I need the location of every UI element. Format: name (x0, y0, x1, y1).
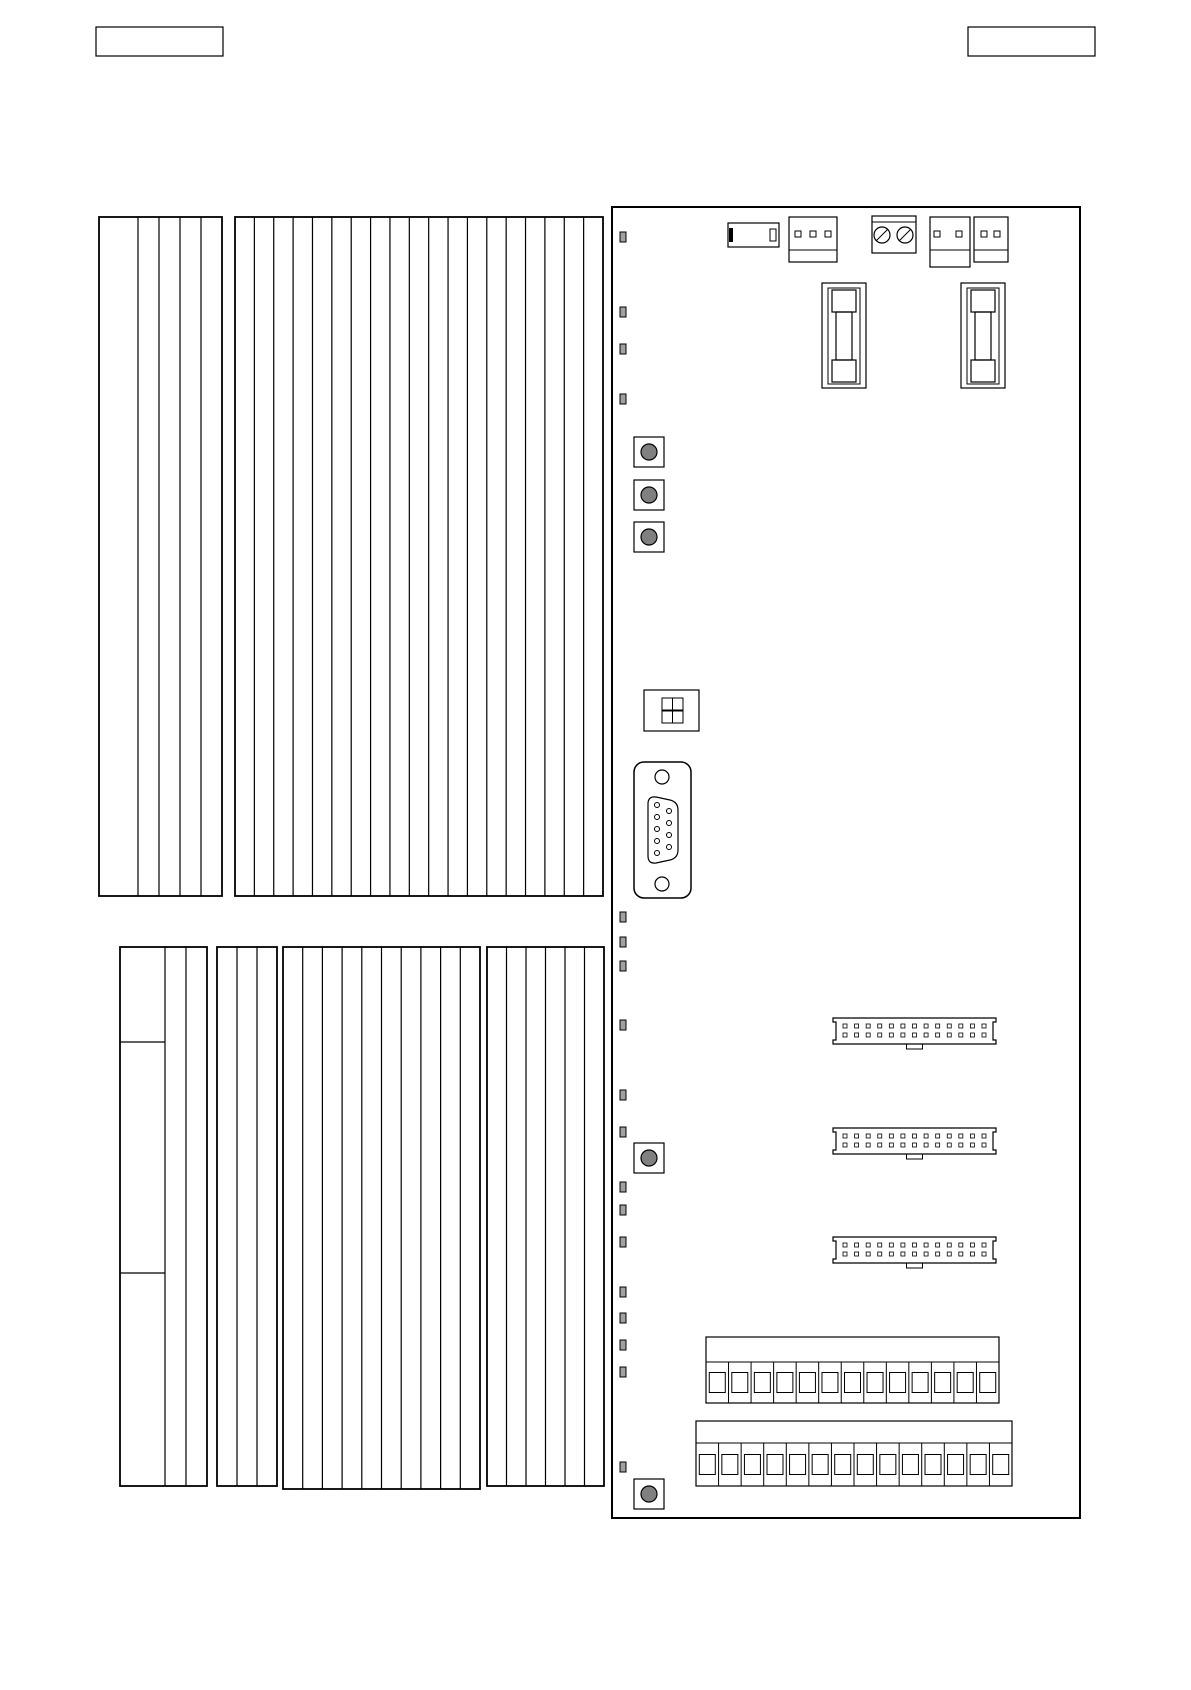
terminal-screw-icon (970, 1455, 986, 1475)
connector-pin-icon (866, 1024, 870, 1028)
connector-pin-icon (982, 1252, 986, 1256)
connector-pin-icon (970, 1024, 974, 1028)
board-outline (612, 207, 1080, 1518)
connector-pin-icon (924, 1024, 928, 1028)
connector-pin-icon (982, 1243, 986, 1247)
led-indicator-icon (620, 1182, 626, 1192)
connector-pin-icon (924, 1252, 928, 1256)
terminal-screw-icon (709, 1373, 725, 1393)
connector-pin-icon (901, 1252, 905, 1256)
connector-key-icon (907, 1263, 923, 1268)
connector-pin-icon (866, 1243, 870, 1247)
connector-pin-icon (878, 1024, 882, 1028)
connector-pin-icon (913, 1252, 917, 1256)
terminal-screw-icon (948, 1455, 964, 1475)
connector-pin-icon (970, 1243, 974, 1247)
header-box-right (968, 27, 1095, 56)
terminal-pin-icon (956, 231, 962, 237)
terminal-block-2pin-b-body (974, 217, 1008, 262)
terminal-screw-icon (732, 1373, 748, 1393)
fuses (822, 283, 1005, 388)
connector-pin-icon (889, 1143, 893, 1147)
button-cap-icon (641, 1486, 657, 1502)
connector-pin-icon (959, 1143, 963, 1147)
button-cap-icon (641, 1150, 657, 1166)
db9-pin-icon (667, 821, 672, 826)
connector-pin-icon (947, 1033, 951, 1037)
connector-pin-icon (843, 1243, 847, 1247)
db9-pin-icon (655, 827, 660, 832)
connector-pin-icon (878, 1143, 882, 1147)
terminal-block-3pin (789, 217, 837, 262)
connector-pin-icon (866, 1143, 870, 1147)
connector-pin-icon (959, 1243, 963, 1247)
db9-mount-hole-icon (655, 770, 669, 784)
top-main-table (235, 217, 603, 896)
terminal-pin-icon (994, 231, 1000, 237)
led-indicator-icon (620, 1020, 626, 1030)
connector-pin-icon (924, 1243, 928, 1247)
fuse-cap-icon (971, 290, 995, 312)
db9-pin-icon (655, 851, 660, 856)
connector-pin-icon (959, 1252, 963, 1256)
fuse-holder (961, 283, 1005, 388)
header-box-left (96, 27, 223, 56)
connector-pin-icon (947, 1024, 951, 1028)
connector-pin-icon (843, 1024, 847, 1028)
connector-pin-icon (901, 1033, 905, 1037)
connector-pin-icon (924, 1134, 928, 1138)
terminal-screw-icon (902, 1455, 918, 1475)
bottom-table-group-1-frame (120, 947, 207, 1486)
connector-pin-icon (913, 1033, 917, 1037)
connector-pin-icon (936, 1243, 940, 1247)
terminal-screw-icon (835, 1455, 851, 1475)
connector-pin-icon (855, 1243, 859, 1247)
bottom-table-group-2 (217, 947, 277, 1486)
led-indicator-icon (620, 232, 626, 242)
terminal-block-3pin-body (789, 217, 837, 262)
fuse-glass-icon (975, 312, 991, 360)
terminal-screw-icon (722, 1455, 738, 1475)
terminal-screw-icon (993, 1455, 1009, 1475)
connector-pin-icon (843, 1143, 847, 1147)
db9-connector (634, 762, 691, 898)
connector-pin-icon (889, 1024, 893, 1028)
connector-pin-icon (855, 1134, 859, 1138)
connector-pin-icon (959, 1033, 963, 1037)
connector-pin-icon (901, 1243, 905, 1247)
ribbon-connector-2 (833, 1128, 996, 1159)
led-indicator-icon (620, 1205, 626, 1215)
fuse-cap-icon (832, 290, 856, 312)
led-indicator-icon (620, 937, 626, 947)
connector-pin-icon (947, 1243, 951, 1247)
terminal-strip-1 (706, 1337, 999, 1403)
top-left-table (99, 217, 222, 896)
terminal-screw-icon (912, 1373, 928, 1393)
connector-pin-icon (947, 1143, 951, 1147)
terminal-screw-icon (799, 1373, 815, 1393)
ribbon-connector-3 (833, 1237, 996, 1268)
bottom-table-group-4 (487, 947, 604, 1486)
connector-key-icon (907, 1044, 923, 1049)
button-cap-icon (641, 444, 657, 460)
db9-pin-icon (667, 845, 672, 850)
connector-pin-icon (913, 1024, 917, 1028)
connector-pin-icon (936, 1024, 940, 1028)
led-indicator-icon (620, 394, 626, 404)
fuse-holder (822, 283, 866, 388)
connector-pin-icon (901, 1134, 905, 1138)
connector-pin-icon (936, 1134, 940, 1138)
led-indicator-icon (620, 1127, 626, 1137)
terminal-screw-icon (812, 1455, 828, 1475)
fuse-cap-icon (971, 360, 995, 382)
terminal-pin-icon (795, 231, 801, 237)
terminal-screw-icon (767, 1455, 783, 1475)
terminal-screw-icon (699, 1455, 715, 1475)
connector-pin-icon (936, 1252, 940, 1256)
db9-pin-icon (655, 803, 660, 808)
led-indicator-icon (620, 1367, 626, 1377)
circuit-board (612, 207, 1080, 1518)
connector-pin-icon (878, 1134, 882, 1138)
fuse-glass-icon (836, 312, 852, 360)
top-main-table-frame (235, 217, 603, 896)
terminal-screw-icon (957, 1373, 973, 1393)
led-indicator-icon (620, 307, 626, 317)
led-indicator-icon (620, 1090, 626, 1100)
terminal-strips (696, 1337, 1012, 1486)
header-boxes (96, 27, 1095, 56)
push-button[interactable] (634, 522, 664, 552)
connector-pin-icon (878, 1243, 882, 1247)
terminal-pin-icon (810, 231, 816, 237)
push-button[interactable] (634, 480, 664, 510)
terminal-block-2pin-b (974, 217, 1008, 262)
fuse (822, 283, 866, 388)
screw-terminals (872, 216, 916, 253)
db9-mount-hole-icon (655, 877, 669, 891)
connector-pin-icon (913, 1134, 917, 1138)
relay-tab-icon (729, 228, 733, 242)
terminal-screw-icon (880, 1455, 896, 1475)
connector-pin-icon (866, 1252, 870, 1256)
terminal-screw-icon (935, 1373, 951, 1393)
terminal-screw-icon (790, 1455, 806, 1475)
terminal-screw-icon (925, 1455, 941, 1475)
button-cap-icon (641, 487, 657, 503)
connector-pin-icon (924, 1033, 928, 1037)
terminal-pin-icon (934, 231, 940, 237)
connector-pin-icon (855, 1252, 859, 1256)
connector-pin-icon (889, 1243, 893, 1247)
bottom-table-group-1 (120, 947, 207, 1486)
connector-pin-icon (913, 1143, 917, 1147)
push-button[interactable] (634, 437, 664, 467)
connector-pin-icon (866, 1134, 870, 1138)
terminal-pin-icon (825, 231, 831, 237)
led-indicator-icon (620, 1313, 626, 1323)
terminal-block-2pin-a-body (930, 217, 970, 267)
connector-pin-icon (924, 1143, 928, 1147)
led-indicator-icon (620, 1462, 626, 1472)
connector-pin-icon (982, 1134, 986, 1138)
top-left-table-frame (99, 217, 222, 896)
connector-pin-icon (970, 1134, 974, 1138)
connector-pin-icon (959, 1134, 963, 1138)
ribbon-connector-1 (833, 1018, 996, 1049)
connector-pin-icon (878, 1033, 882, 1037)
terminal-screw-icon (822, 1373, 838, 1393)
db9-pin-icon (655, 839, 660, 844)
led-indicator-icon (620, 344, 626, 354)
connector-pin-icon (913, 1243, 917, 1247)
connector-pin-icon (982, 1143, 986, 1147)
connector-pin-icon (878, 1252, 882, 1256)
relay-component (728, 223, 779, 247)
terminal-strip-body (706, 1337, 999, 1403)
connector-pin-icon (901, 1143, 905, 1147)
terminal-screw-icon (845, 1373, 861, 1393)
connector-pin-icon (982, 1033, 986, 1037)
led-indicator-icon (620, 1340, 626, 1350)
terminal-block-2pin-a (930, 217, 970, 267)
bottom-table-group-3 (283, 947, 480, 1489)
terminal-screw-icon (744, 1455, 760, 1475)
db9-socket (648, 797, 678, 863)
connector-key-icon (907, 1154, 923, 1159)
led-indicator-icon (620, 1287, 626, 1297)
connector-pin-icon (889, 1134, 893, 1138)
connector-pin-icon (855, 1024, 859, 1028)
terminal-screw-icon (777, 1373, 793, 1393)
terminal-strip-2 (696, 1421, 1012, 1486)
db9-pins (655, 803, 672, 856)
led-indicator-icon (620, 961, 626, 971)
connector-pin-icon (855, 1033, 859, 1037)
fuse-cap-icon (832, 360, 856, 382)
terminal-pin-icon (981, 231, 987, 237)
led-indicator-icon (620, 912, 626, 922)
db9-pin-icon (667, 833, 672, 838)
connector-pin-icon (947, 1134, 951, 1138)
push-buttons (634, 437, 664, 1509)
terminal-screw-icon (754, 1373, 770, 1393)
connector-pin-icon (970, 1252, 974, 1256)
connector-pin-icon (843, 1252, 847, 1256)
db9-pin-icon (667, 809, 672, 814)
terminal-screw-icon (857, 1455, 873, 1475)
connector-pin-icon (843, 1033, 847, 1037)
connector-pin-icon (866, 1033, 870, 1037)
led-column (620, 232, 626, 1472)
relay-body-icon (728, 223, 779, 247)
connector-pin-icon (947, 1252, 951, 1256)
connector-pin-icon (982, 1024, 986, 1028)
dip-switch (644, 690, 699, 731)
connector-pin-icon (889, 1252, 893, 1256)
terminal-screw-icon (890, 1373, 906, 1393)
terminal-screw-icon (867, 1373, 883, 1393)
fuse (961, 283, 1005, 388)
ribbon-connectors (833, 1018, 996, 1268)
connector-pin-icon (901, 1024, 905, 1028)
connector-pin-icon (936, 1143, 940, 1147)
connector-pin-icon (843, 1134, 847, 1138)
bottom-table-group-2-frame (217, 947, 277, 1486)
button-cap-icon (641, 529, 657, 545)
db9-pin-icon (655, 815, 660, 820)
push-button[interactable] (634, 1479, 664, 1509)
push-button[interactable] (634, 1143, 664, 1173)
connector-pin-icon (936, 1033, 940, 1037)
connector-pin-icon (855, 1143, 859, 1147)
connector-pin-icon (959, 1024, 963, 1028)
terminal-screw-icon (980, 1373, 996, 1393)
connector-pin-icon (970, 1143, 974, 1147)
relay-pin-icon (770, 229, 776, 241)
led-indicator-icon (620, 1237, 626, 1247)
connector-pin-icon (889, 1033, 893, 1037)
connector-pin-icon (970, 1033, 974, 1037)
